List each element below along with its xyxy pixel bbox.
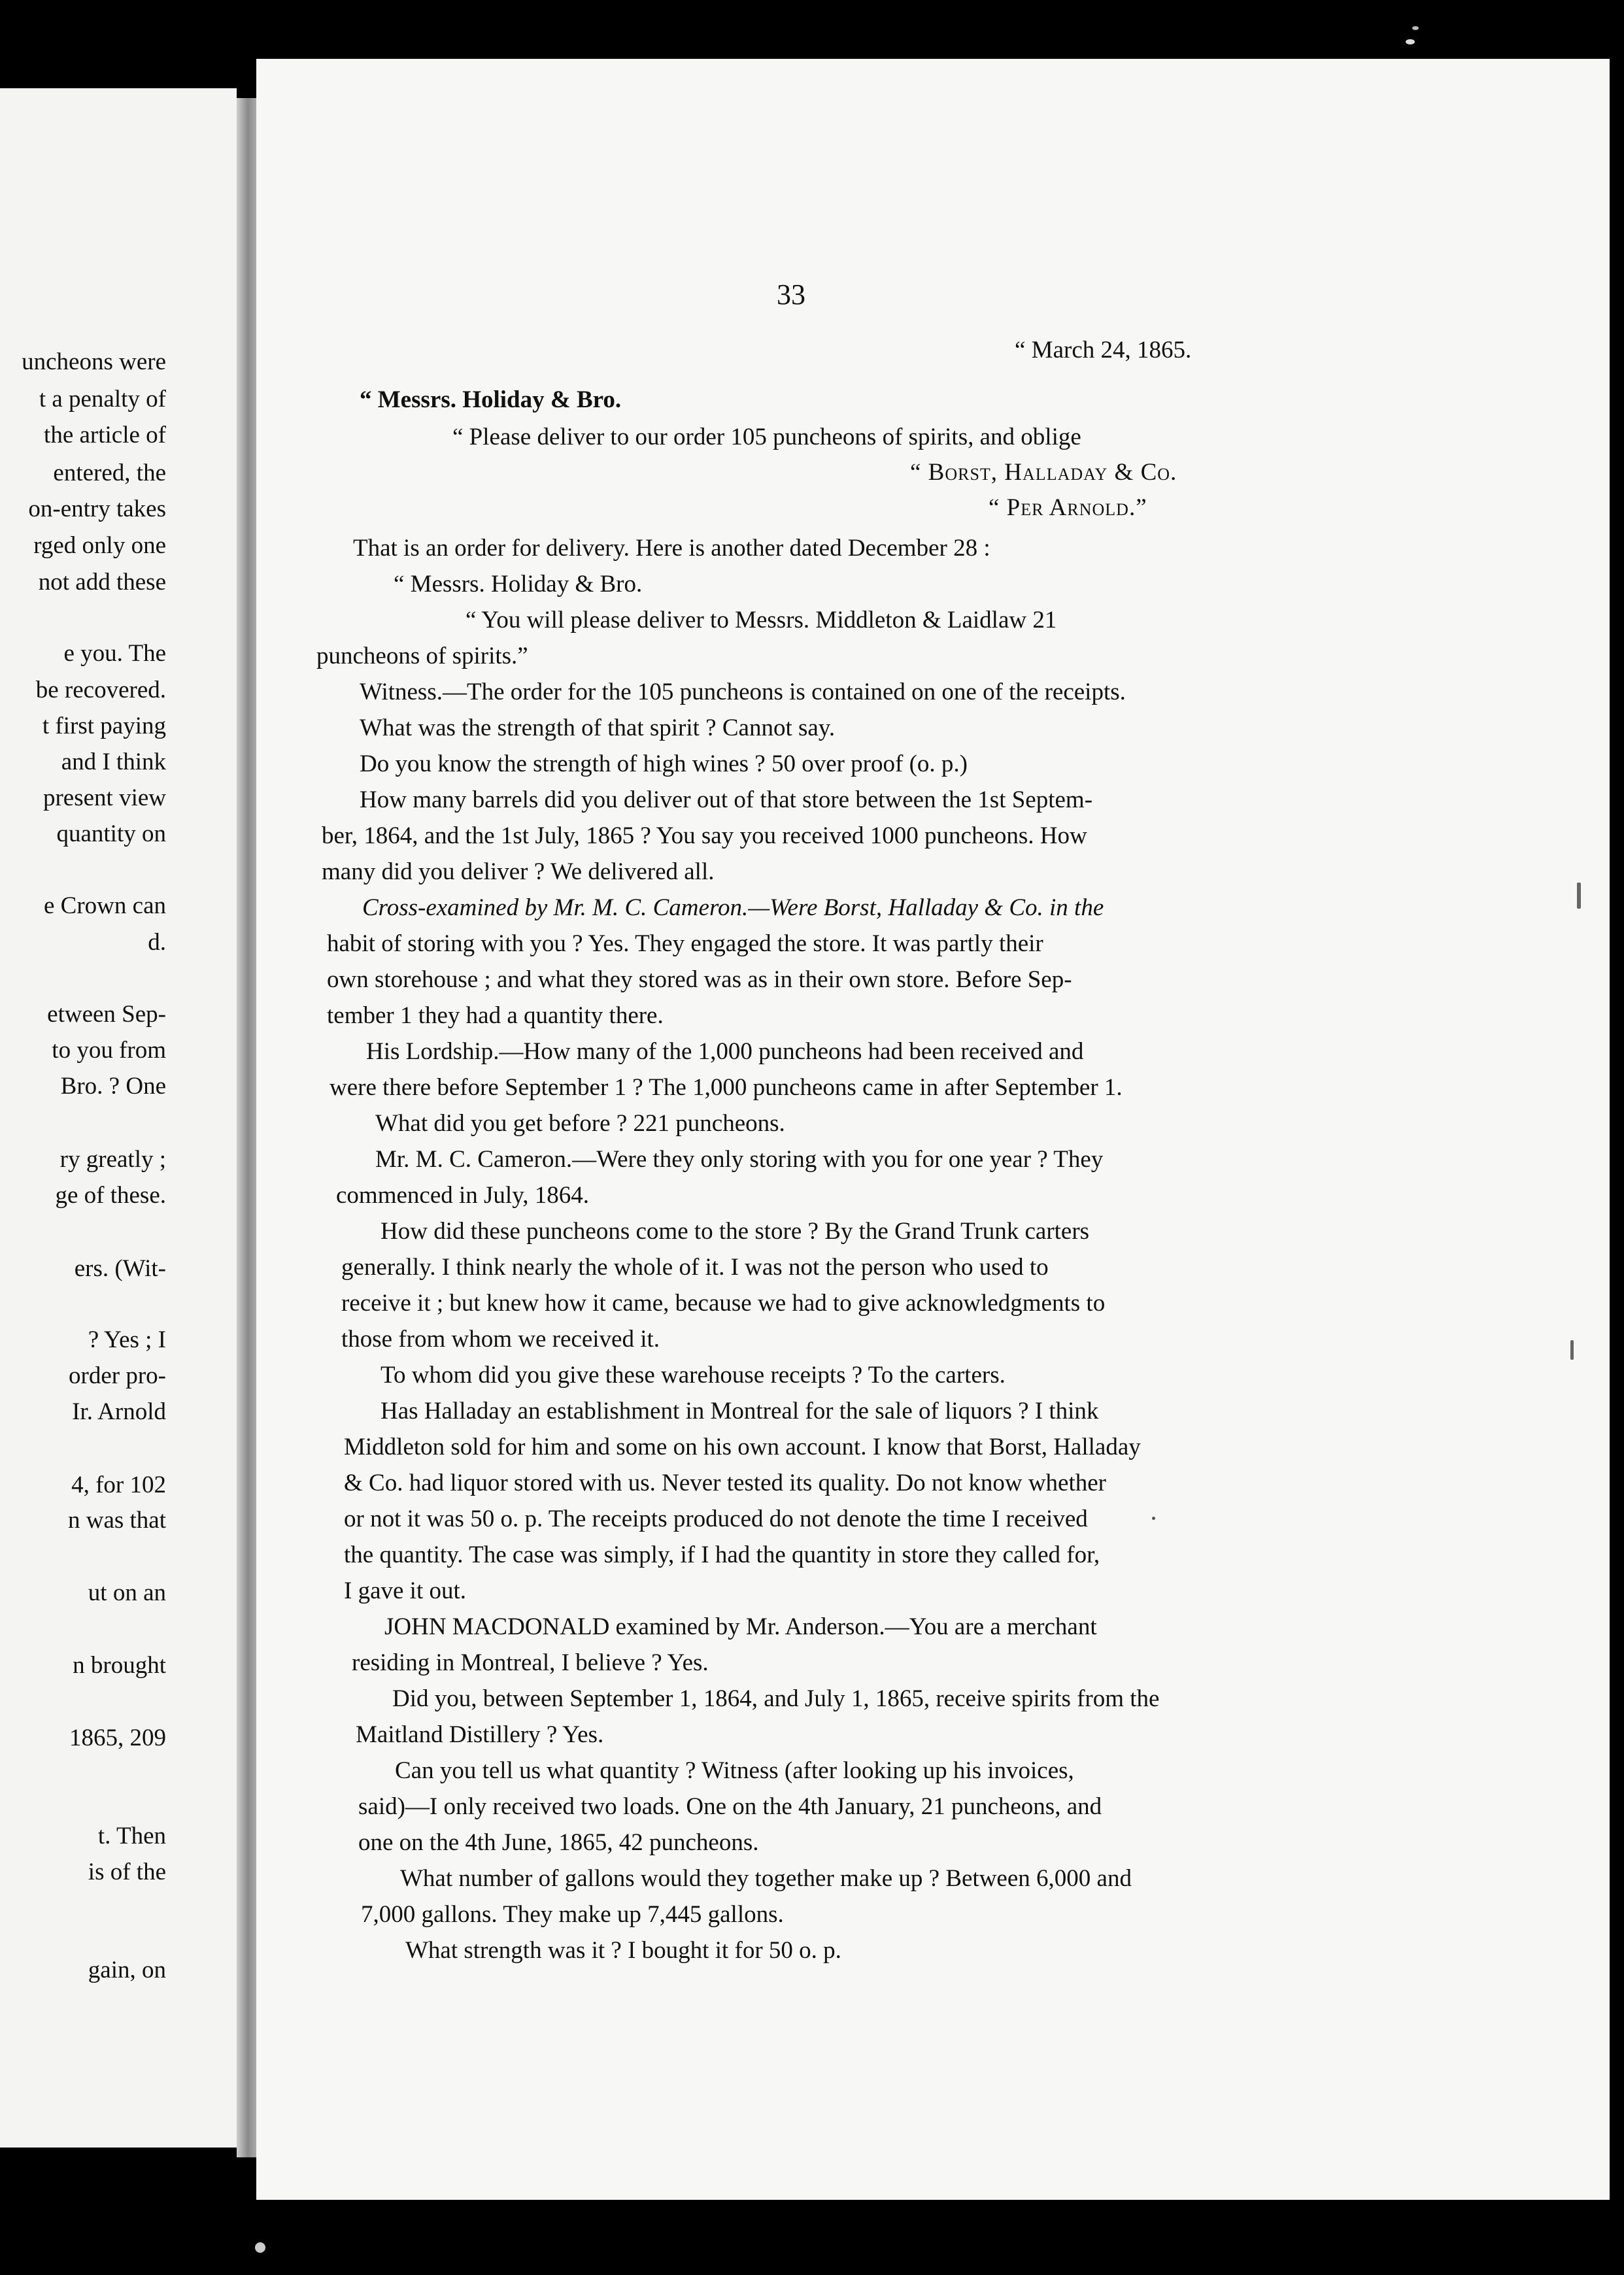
left-fragment: and I think bbox=[61, 749, 166, 775]
left-fragment: on-entry takes bbox=[28, 496, 166, 522]
text-line: “ Per Arnold.” bbox=[989, 494, 1147, 521]
left-fragment: to you from bbox=[52, 1037, 166, 1064]
text-line: commenced in July, 1864. bbox=[336, 1182, 590, 1209]
text-line: “ Messrs. Holiday & Bro. bbox=[394, 571, 643, 598]
left-fragment: d. bbox=[148, 929, 166, 956]
left-fragment: be recovered. bbox=[35, 677, 166, 703]
ink-speck bbox=[255, 2242, 265, 2253]
text-line: “ March 24, 1865. bbox=[1015, 337, 1192, 363]
text-line: “ Please deliver to our order 105 puncheons of spirits, and oblige bbox=[452, 424, 1081, 450]
left-fragment: uncheons were bbox=[22, 348, 166, 375]
right-page bbox=[256, 59, 1610, 2200]
text-line: or not it was 50 o. p. The receipts produced do not denote the time I received bbox=[344, 1506, 1088, 1532]
left-fragment: 1865, 209 bbox=[69, 1725, 166, 1751]
text-line: Has Halladay an establishment in Montreal for the sale of liquors ? I think bbox=[381, 1398, 1099, 1424]
text-line: I gave it out. bbox=[344, 1577, 467, 1604]
left-fragment: ? Yes ; I bbox=[88, 1326, 166, 1353]
text-line: Cross-examined by Mr. M. C. Cameron.—Were Borst, Halladay & Co. in the bbox=[362, 894, 1104, 921]
left-fragment: the article of bbox=[44, 422, 166, 448]
left-fragment: Ir. Arnold bbox=[72, 1398, 166, 1425]
text-line: residing in Montreal, I believe ? Yes. bbox=[352, 1649, 709, 1676]
text-line: tember 1 they had a quantity there. bbox=[327, 1002, 664, 1029]
text-line: Can you tell us what quantity ? Witness (after looking up his invoices, bbox=[395, 1757, 1074, 1784]
text-line: own storehouse ; and what they stored was as in their own store. Before Sep- bbox=[327, 966, 1072, 993]
text-line: habit of storing with you ? Yes. They engaged the store. It was partly their bbox=[327, 930, 1043, 957]
left-fragment: 4, for 102 bbox=[71, 1472, 166, 1498]
text-line: & Co. had liquor stored with us. Never tested its quality. Do not know whether bbox=[344, 1470, 1107, 1496]
left-fragment: n was that bbox=[67, 1507, 166, 1534]
left-fragment: not add these bbox=[38, 569, 166, 596]
text-line: What number of gallons would they together make up ? Between 6,000 and bbox=[400, 1865, 1132, 1892]
ink-speck bbox=[1412, 26, 1419, 30]
left-fragment: ry greatly ; bbox=[59, 1146, 166, 1173]
text-line: 7,000 gallons. They make up 7,445 gallons. bbox=[361, 1901, 784, 1928]
text-line: Middleton sold for him and some on his own account. I know that Borst, Halladay bbox=[344, 1434, 1141, 1460]
text-line: those from whom we received it. bbox=[341, 1326, 660, 1353]
left-fragment: ut on an bbox=[88, 1579, 166, 1606]
text-line: one on the 4th June, 1865, 42 puncheons. bbox=[358, 1829, 759, 1856]
text-line: said)—I only received two loads. One on the 4th January, 21 puncheons, and bbox=[358, 1793, 1102, 1820]
left-fragment: ers. (Wit- bbox=[74, 1255, 166, 1282]
left-fragment: t first paying bbox=[42, 713, 166, 739]
text-line: generally. I think nearly the whole of it. I was not the person who used to bbox=[341, 1254, 1049, 1281]
left-fragment: present view bbox=[42, 784, 166, 811]
left-fragment: etween Sep- bbox=[47, 1001, 166, 1028]
text-line: What did you get before ? 221 puncheons. bbox=[375, 1110, 785, 1137]
text-line: That is an order for delivery. Here is another dated December 28 : bbox=[353, 535, 990, 562]
left-fragment: e you. The bbox=[63, 640, 166, 667]
text-line: JOHN MACDONALD examined by Mr. Anderson.—You are a merchant bbox=[384, 1613, 1097, 1640]
left-fragment: Bro. ? One bbox=[60, 1073, 166, 1100]
left-fragment: rged only one bbox=[33, 532, 166, 559]
text-line: Do you know the strength of high wines ? 50 over proof (o. p.) bbox=[360, 750, 968, 777]
text-line: puncheons of spirits.” bbox=[316, 643, 528, 669]
left-fragment: t. Then bbox=[97, 1823, 166, 1849]
text-line: How did these puncheons come to the store ? By the Grand Trunk carters bbox=[381, 1218, 1090, 1245]
text-line: His Lordship.—How many of the 1,000 puncheons had been received and bbox=[366, 1038, 1084, 1065]
text-line: the quantity. The case was simply, if I had the quantity in store they called for, bbox=[344, 1542, 1100, 1568]
ink-speck bbox=[1406, 39, 1415, 44]
text-line: Maitland Distillery ? Yes. bbox=[356, 1721, 604, 1748]
ink-speck bbox=[1577, 883, 1581, 909]
ink-speck bbox=[1570, 1340, 1574, 1360]
left-fragment: entered, the bbox=[53, 460, 166, 486]
text-line: What strength was it ? I bought it for 50 o. p. bbox=[405, 1937, 841, 1964]
left-fragment: gain, on bbox=[88, 1957, 166, 1983]
text-line: Mr. M. C. Cameron.—Were they only storing with you for one year ? They bbox=[375, 1146, 1104, 1173]
left-fragment: quantity on bbox=[56, 820, 166, 847]
text-line: How many barrels did you deliver out of that store between the 1st Septem- bbox=[360, 786, 1093, 813]
text-line: Witness.—The order for the 105 puncheons is contained on one of the receipts. bbox=[360, 679, 1126, 705]
ink-speck bbox=[1152, 1517, 1155, 1520]
left-fragment: ge of these. bbox=[55, 1182, 166, 1209]
text-line: ber, 1864, and the 1st July, 1865 ? You say you received 1000 puncheons. How bbox=[322, 822, 1087, 849]
text-line: “ Messrs. Holiday & Bro. bbox=[360, 386, 622, 413]
left-page bbox=[0, 88, 237, 2148]
left-fragment: e Crown can bbox=[44, 892, 166, 919]
text-line: “ Borst, Halladay & Co. bbox=[910, 459, 1177, 486]
text-line: Did you, between September 1, 1864, and July 1, 1865, receive spirits from the bbox=[392, 1685, 1160, 1712]
page-number: 33 bbox=[777, 278, 805, 311]
text-line: many did you deliver ? We delivered all. bbox=[322, 858, 715, 885]
text-line: “ You will please deliver to Messrs. Middleton & Laidlaw 21 bbox=[465, 607, 1057, 633]
left-fragment: n brought bbox=[73, 1652, 166, 1679]
left-fragment: is of the bbox=[88, 1859, 166, 1885]
text-line: receive it ; but knew how it came, because we had to give acknowledgments to bbox=[341, 1290, 1106, 1317]
left-fragment: order pro- bbox=[69, 1362, 166, 1389]
left-fragment: t a penalty of bbox=[39, 386, 166, 413]
text-line: What was the strength of that spirit ? Cannot say. bbox=[360, 715, 836, 741]
text-line: were there before September 1 ? The 1,000 puncheons came in after September 1. bbox=[330, 1074, 1123, 1101]
text-line: To whom did you give these warehouse receipts ? To the carters. bbox=[381, 1362, 1006, 1389]
